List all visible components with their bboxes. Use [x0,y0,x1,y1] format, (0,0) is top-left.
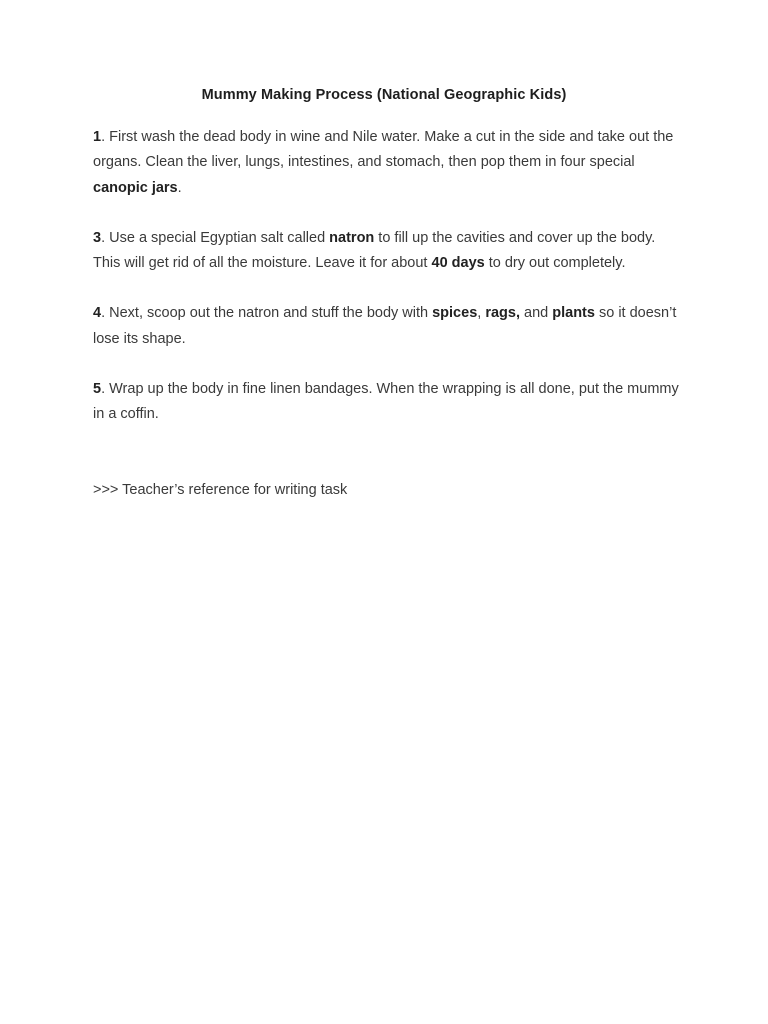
step-text: . [177,179,182,196]
step-3 [93,226,683,277]
step-4 [93,301,683,352]
step-keyword: rags, [485,305,520,322]
step-text: . First wash the dead body in wine and Nile water. Make a cut in the side and take out the organs. Clean the liver, lungs, intestines, and stomach, then pop them in four special [93,129,674,171]
step-keyword: spices [432,305,478,322]
document-body [93,125,683,528]
step-text: so it doesn’t lose its shape. [93,305,677,347]
step-text: . Use a special Egyptian salt called [101,229,330,246]
step-1 [93,125,683,201]
step-number: 3 [93,229,102,246]
step-number: 1 [93,129,102,145]
step-keyword: 40 days [431,255,485,272]
step-text: and [520,305,553,322]
step-5 [93,377,683,428]
step-keyword: natron [329,229,375,246]
step-text: . Wrap up the body in fine linen bandages. When the wrapping is all done, put the mummy in a coffin. [93,381,679,423]
page-title: Mummy Making Process (National Geographic Kids) [201,87,567,103]
step-text: . Next, scoop out the natron and stuff the body with [101,305,433,322]
teacher-reference-note: >>> Teacher’s reference for writing task [93,481,348,498]
step-number: 4 [93,305,102,322]
step-text: , [477,305,486,322]
step-keyword: canopic jars [93,179,178,196]
step-keyword: plants [552,305,595,322]
step-text: to fill up the cavities and cover up the body. This will get rid of all the moisture. Leave it for about [93,229,656,272]
step-number: 5 [93,381,102,398]
step-text: to dry out completely. [484,255,626,272]
